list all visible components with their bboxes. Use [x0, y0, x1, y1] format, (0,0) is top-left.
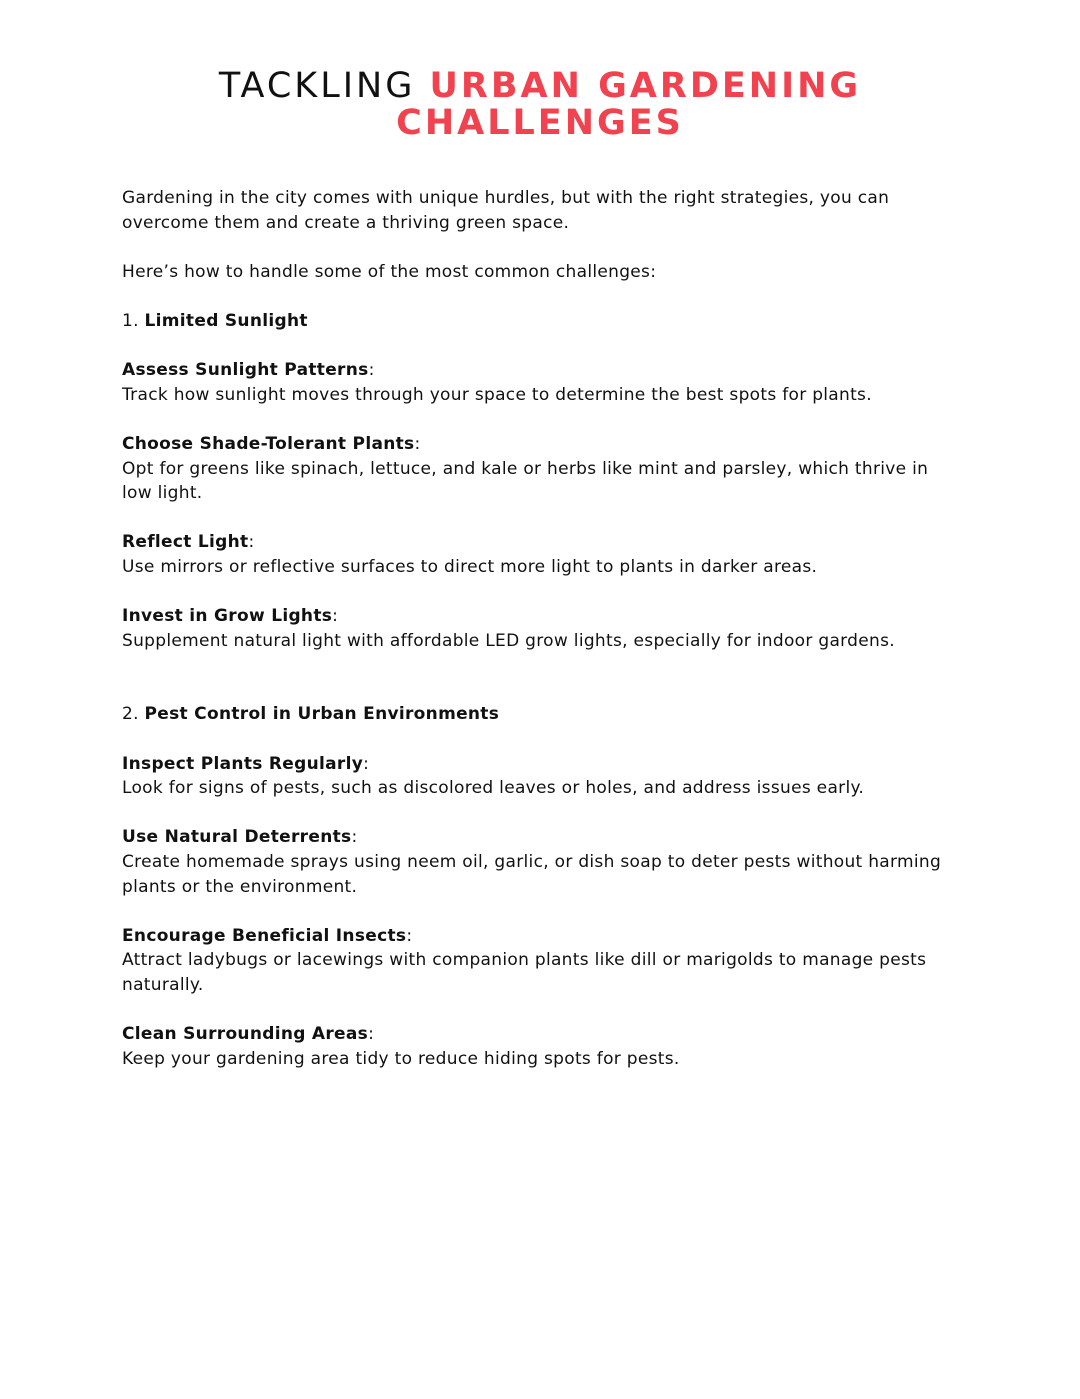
list-item: Reflect Light: Use mirrors or reflective surfaces to direct more light to plants in darker areas.	[122, 532, 818, 577]
section-spacer	[122, 678, 962, 703]
item-label: Invest in Grow Lights	[122, 606, 333, 627]
section-heading	[122, 702, 962, 727]
item-text: Track how sunlight moves through your space to determine the best spots for plants.	[122, 384, 872, 405]
section-heading	[122, 309, 962, 334]
section-title: Pest Control in Urban Environments	[144, 704, 500, 725]
list-item: Clean Surrounding Areas: Keep your gardening area tidy to reduce hiding spots for pests.	[122, 1024, 680, 1069]
section-number: 2.	[122, 704, 145, 725]
list-item: Assess Sunlight Patterns: Track how sunlight moves through your space to determine the best spots for plants.	[122, 360, 872, 405]
list-item: Invest in Grow Lights: Supplement natural light with affordable LED grow lights, especially for indoor gardens.	[122, 606, 895, 651]
item-text: Keep your gardening area tidy to reduce hiding spots for pests.	[122, 1048, 680, 1069]
item-text: Opt for greens like spinach, lettuce, and kale or herbs like mint and parsley, which thrive in low light.	[122, 458, 929, 504]
list-item: Choose Shade-Tolerant Plants: Opt for greens like spinach, lettuce, and kale or herbs like mint and parsley, which thrive in low light.	[122, 433, 929, 504]
list-item: Encourage Beneficial Insects: Attract ladybugs or lacewings with companion plants like dill or marigolds to manage pests naturally.	[122, 925, 927, 995]
item-label: Clean Surrounding Areas	[122, 1024, 369, 1045]
item-text: Attract ladybugs or lacewings with companion plants like dill or marigolds to manage pests naturally.	[122, 950, 927, 995]
item-text: Create homemade sprays using neem oil, garlic, or dish soap to deter pests without harming plants or the environment.	[122, 852, 942, 897]
lead-paragraph: Here’s how to handle some of the most common challenges:	[122, 261, 657, 282]
section-pest-control	[122, 702, 962, 1071]
item-label: Encourage Beneficial Insects	[122, 925, 407, 946]
item-text: Look for signs of pests, such as discolored leaves or holes, and address issues early.	[122, 778, 865, 799]
title-accent-line2: CHALLENGES	[396, 103, 684, 143]
title-prefix: TACKLING	[218, 66, 430, 106]
item-label: Use Natural Deterrents	[122, 827, 352, 848]
item-label: Choose Shade-Tolerant Plants	[122, 433, 415, 454]
item-label: Reflect Light	[122, 532, 249, 553]
section-title: Limited Sunlight	[144, 310, 308, 331]
item-text: Use mirrors or reflective surfaces to direct more light to plants in darker areas.	[122, 556, 818, 577]
title-accent: URBAN GARDENING CHALLENGES	[396, 66, 862, 143]
list-item: Use Natural Deterrents: Create homemade sprays using neem oil, garlic, or dish soap to deter pests without harming plants or the environment.	[122, 827, 942, 897]
list-item: Inspect Plants Regularly: Look for signs of pests, such as discolored leaves or holes, and address issues early.	[122, 753, 865, 799]
section-limited-sunlight	[122, 309, 962, 653]
section-number: 1.	[122, 310, 145, 331]
item-label: Assess Sunlight Patterns	[122, 360, 369, 381]
intro-paragraph: Gardening in the city comes with unique hurdles, but with the right strategies, you can overcome them and create a thriving green space.	[122, 188, 890, 233]
item-text: Supplement natural light with affordable LED grow lights, especially for indoor gardens.	[122, 630, 895, 651]
item-label: Inspect Plants Regularly	[122, 753, 364, 774]
page-title	[0, 68, 1080, 142]
document-body	[122, 186, 962, 1096]
